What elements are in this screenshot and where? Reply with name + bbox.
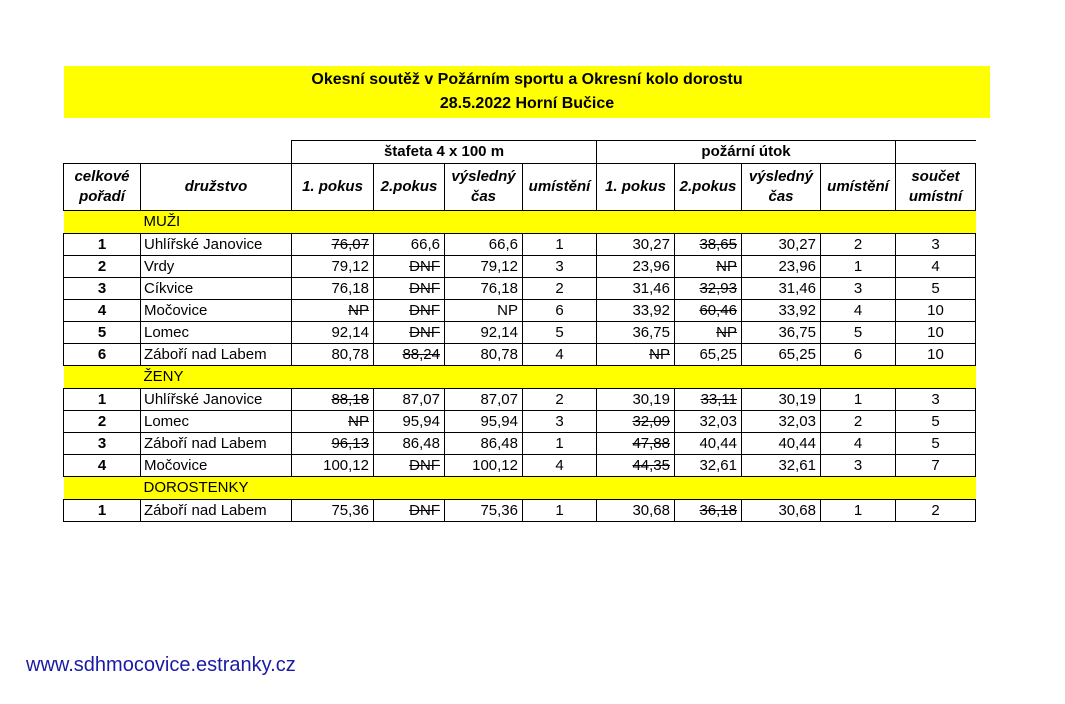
attack-place-cell — [821, 278, 896, 300]
attack-try1-cell — [597, 433, 675, 455]
overall-rank-cell — [64, 344, 141, 366]
section-name-value: DOROSTENKY — [143, 479, 249, 496]
title-line-2: 28.5.2022 Horní Bučice — [439, 95, 615, 112]
relay-place-cell-value: 5 — [555, 324, 564, 341]
attack-try2-cell-value: 65,25 — [699, 346, 737, 363]
attack-try1-cell — [597, 455, 675, 477]
attack-try1-cell-value: 33,92 — [632, 302, 670, 319]
relay-try1-cell — [292, 500, 374, 522]
relay-try1-cell — [292, 322, 374, 344]
attack-place-cell-value: 3 — [853, 280, 863, 297]
overall-rank-cell — [64, 411, 141, 433]
website-link[interactable]: www.sdhmocovice.estranky.cz — [26, 654, 296, 676]
relay-place-cell-value: 4 — [555, 346, 564, 363]
team-name-cell-value: Cíkvice — [144, 280, 194, 297]
relay-result-cell — [445, 344, 523, 366]
team-name-cell-value: Močovice — [144, 457, 208, 474]
attack-result-cell — [742, 256, 821, 278]
relay-try1-cell-value: 92,14 — [331, 324, 369, 341]
overall-rank-cell — [64, 256, 141, 278]
relay-place-cell — [523, 500, 597, 522]
team-name-cell — [141, 278, 292, 300]
attack-result-cell — [742, 389, 821, 411]
table-row — [64, 411, 976, 433]
relay-try1-cell — [292, 234, 374, 256]
col-team: družstvo — [141, 164, 292, 211]
attack-place-cell-value: 5 — [853, 324, 863, 341]
relay-try2-cell — [374, 455, 445, 477]
attack-try1-cell-value: 47,88 — [632, 435, 670, 452]
relay-try2-cell-value: DNF — [409, 258, 440, 275]
relay-try2-cell — [374, 344, 445, 366]
relay-try2-cell — [374, 322, 445, 344]
team-name-cell-value: Lomec — [144, 413, 190, 430]
section-header-row — [64, 477, 976, 500]
relay-place-cell — [523, 455, 597, 477]
attack-try2-cell-value: 32,03 — [699, 413, 737, 430]
relay-try1-cell — [292, 256, 374, 278]
relay-place-cell — [523, 278, 597, 300]
overall-rank-cell — [64, 322, 141, 344]
relay-try2-cell-value: 87,07 — [402, 391, 440, 408]
relay-place-cell-value: 2 — [555, 391, 564, 408]
table-row — [64, 389, 976, 411]
column-header-row — [64, 164, 976, 211]
relay-result-cell-value: 66,6 — [488, 236, 518, 253]
sum-places-cell-value: 5 — [931, 435, 940, 452]
sum-places-cell-value: 10 — [927, 302, 944, 319]
team-name-cell-value: Uhlířské Janovice — [144, 391, 263, 408]
relay-result-cell — [445, 300, 523, 322]
attack-place-cell — [821, 344, 896, 366]
relay-place-cell-value: 6 — [555, 302, 564, 319]
attack-result-cell-value: 32,03 — [778, 413, 816, 430]
sum-places-cell-value: 10 — [927, 324, 944, 341]
attack-result-cell — [742, 455, 821, 477]
attack-place-cell — [821, 322, 896, 344]
sum-places-cell — [896, 389, 976, 411]
team-name-cell-value: Záboří nad Labem — [144, 346, 267, 363]
relay-result-cell-value: 87,07 — [480, 391, 518, 408]
team-name-cell-value: Záboří nad Labem — [144, 502, 267, 519]
overall-rank-cell — [64, 278, 141, 300]
team-name-cell — [141, 256, 292, 278]
relay-result-cell-value: 80,78 — [480, 346, 518, 363]
col-overall-rank: celkové pořadí — [64, 164, 141, 211]
attack-try2-cell — [675, 234, 742, 256]
relay-try2-cell-value: 95,94 — [402, 413, 440, 430]
relay-result-cell — [445, 411, 523, 433]
attack-try2-cell-value: NP — [716, 324, 737, 341]
relay-try2-cell-value: 88,24 — [402, 346, 440, 363]
relay-try2-cell — [374, 300, 445, 322]
table-row — [64, 322, 976, 344]
overall-rank-cell — [64, 500, 141, 522]
section-name — [141, 211, 976, 234]
attack-try2-cell — [675, 411, 742, 433]
attack-place-cell-value: 2 — [853, 236, 863, 253]
section-spacer — [64, 477, 141, 500]
col-attack-result: výsledný čas — [742, 164, 821, 211]
sum-places-cell — [896, 344, 976, 366]
attack-try1-cell-value: 23,96 — [632, 258, 670, 275]
relay-try2-cell-value: DNF — [409, 457, 440, 474]
sum-places-cell — [896, 322, 976, 344]
sum-places-cell-value: 3 — [931, 236, 940, 253]
attack-try1-cell — [597, 344, 675, 366]
attack-try1-cell — [597, 411, 675, 433]
sum-places-cell — [896, 411, 976, 433]
relay-place-cell-value: 1 — [555, 435, 564, 452]
table-row — [64, 500, 976, 522]
relay-place-cell-value: 3 — [555, 258, 564, 275]
overall-rank-cell-value: 5 — [97, 324, 107, 341]
attack-result-cell-value: 30,19 — [778, 391, 816, 408]
sum-places-cell-value: 2 — [931, 502, 940, 519]
relay-place-cell-value: 3 — [555, 413, 564, 430]
relay-result-cell — [445, 234, 523, 256]
team-name-cell-value: Uhlířské Janovice — [144, 236, 263, 253]
col-relay-try1: 1. pokus — [292, 164, 374, 211]
attack-try1-cell — [597, 234, 675, 256]
overall-rank-cell-value: 3 — [97, 435, 107, 452]
table-row — [64, 433, 976, 455]
attack-try1-cell — [597, 278, 675, 300]
sum-places-cell-value: 7 — [931, 457, 940, 474]
section-name-value: ŽENY — [143, 368, 184, 385]
relay-try1-cell — [292, 411, 374, 433]
attack-try2-cell-value: 38,65 — [699, 236, 737, 253]
relay-try1-cell — [292, 344, 374, 366]
relay-try2-cell — [374, 278, 445, 300]
attack-try2-cell — [675, 300, 742, 322]
relay-place-cell — [523, 256, 597, 278]
relay-try2-cell — [374, 234, 445, 256]
sum-places-cell-value: 10 — [927, 346, 944, 363]
attack-try1-cell-value: 36,75 — [632, 324, 670, 341]
relay-try2-cell-value: DNF — [409, 302, 440, 319]
attack-try2-cell-value: 40,44 — [699, 435, 737, 452]
relay-result-cell — [445, 433, 523, 455]
attack-try2-cell-value: 33,11 — [700, 391, 737, 408]
attack-try2-cell — [675, 278, 742, 300]
overall-rank-cell-value: 4 — [97, 457, 107, 474]
team-name-cell — [141, 234, 292, 256]
relay-place-cell-value: 2 — [555, 280, 564, 297]
attack-result-cell-value: 40,44 — [778, 435, 816, 452]
attack-try2-cell-value: 60,46 — [699, 302, 737, 319]
attack-result-cell-value: 31,46 — [778, 280, 816, 297]
col-attack-place: umístění — [821, 164, 896, 211]
overall-rank-cell-value: 1 — [97, 391, 107, 408]
attack-try1-cell-value: 32,09 — [632, 413, 670, 430]
table-row — [64, 455, 976, 477]
relay-try1-cell — [292, 278, 374, 300]
attack-place-cell-value: 4 — [853, 435, 863, 452]
attack-try2-cell — [675, 322, 742, 344]
overall-rank-cell-value: 4 — [97, 302, 107, 319]
section-name-value: MUŽI — [143, 213, 181, 230]
attack-try2-cell — [675, 500, 742, 522]
relay-place-cell — [523, 433, 597, 455]
team-name-cell — [141, 344, 292, 366]
attack-try1-cell — [597, 256, 675, 278]
sum-places-cell-value: 5 — [931, 280, 940, 297]
attack-result-cell — [742, 500, 821, 522]
relay-try1-cell — [292, 300, 374, 322]
relay-group-header: štafeta 4 x 100 m — [292, 141, 597, 164]
table-row — [64, 234, 976, 256]
relay-place-cell-value: 1 — [555, 236, 564, 253]
attack-place-cell — [821, 411, 896, 433]
relay-try2-cell — [374, 433, 445, 455]
relay-try1-cell — [292, 433, 374, 455]
section-header-row — [64, 211, 976, 234]
team-name-cell-value: Vrdy — [144, 258, 175, 275]
overall-rank-cell-value: 3 — [97, 280, 107, 297]
col-relay-place: umístění — [523, 164, 597, 211]
relay-place-cell — [523, 322, 597, 344]
relay-try1-cell-value: 80,78 — [331, 346, 369, 363]
relay-try1-cell-value: 75,36 — [331, 502, 369, 519]
relay-result-cell — [445, 500, 523, 522]
relay-result-cell — [445, 455, 523, 477]
relay-result-cell — [445, 256, 523, 278]
attack-place-cell-value: 1 — [853, 502, 863, 519]
attack-try1-cell-value: 30,27 — [632, 236, 670, 253]
attack-result-cell-value: 30,68 — [778, 502, 816, 519]
attack-place-cell — [821, 455, 896, 477]
attack-place-cell-value: 4 — [853, 302, 863, 319]
relay-result-cell-value: NP — [497, 302, 518, 319]
table-row — [64, 300, 976, 322]
relay-try2-cell — [374, 500, 445, 522]
table-row — [64, 344, 976, 366]
attack-place-cell-value: 2 — [853, 413, 863, 430]
attack-result-cell-value: 23,96 — [778, 258, 816, 275]
attack-result-cell — [742, 433, 821, 455]
relay-result-cell-value: 86,48 — [480, 435, 518, 452]
attack-place-cell — [821, 389, 896, 411]
relay-place-cell — [523, 411, 597, 433]
relay-result-cell-value: 95,94 — [480, 413, 518, 430]
section-spacer — [64, 366, 141, 389]
team-name-cell — [141, 433, 292, 455]
overall-rank-cell — [64, 234, 141, 256]
attack-place-cell — [821, 256, 896, 278]
relay-try1-cell-value: 88,18 — [331, 391, 369, 408]
team-name-cell — [141, 300, 292, 322]
relay-try1-cell-value: NP — [348, 413, 369, 430]
col-attack-try1: 1. pokus — [597, 164, 675, 211]
col-relay-try2: 2.pokus — [374, 164, 445, 211]
relay-try2-cell-value: DNF — [409, 324, 440, 341]
relay-place-cell — [523, 344, 597, 366]
relay-place-cell-value: 1 — [555, 502, 564, 519]
attack-try2-cell — [675, 455, 742, 477]
attack-try2-cell — [675, 344, 742, 366]
overall-rank-cell — [64, 389, 141, 411]
attack-try2-cell-value: 36,18 — [699, 502, 737, 519]
attack-result-cell — [742, 234, 821, 256]
sum-places-cell-value: 5 — [931, 413, 940, 430]
attack-place-cell-value: 3 — [853, 457, 863, 474]
attack-group-header: požární útok — [597, 141, 896, 164]
attack-try1-cell — [597, 300, 675, 322]
attack-place-cell — [821, 500, 896, 522]
attack-result-cell-value: 36,75 — [778, 324, 816, 341]
attack-result-cell — [742, 300, 821, 322]
attack-result-cell-value: 30,27 — [778, 236, 816, 253]
overall-rank-cell-value: 2 — [97, 413, 107, 430]
relay-try1-cell — [292, 455, 374, 477]
relay-result-cell — [445, 278, 523, 300]
relay-result-cell-value: 79,12 — [480, 258, 518, 275]
section-name — [141, 366, 976, 389]
team-name-cell — [141, 411, 292, 433]
sum-places-cell — [896, 433, 976, 455]
team-name-cell-value: Záboří nad Labem — [144, 435, 267, 452]
overall-rank-cell-value: 6 — [97, 346, 107, 363]
team-name-cell — [141, 389, 292, 411]
overall-rank-cell — [64, 433, 141, 455]
relay-result-cell-value: 100,12 — [472, 457, 518, 474]
relay-try1-cell-value: 100,12 — [323, 457, 369, 474]
relay-try1-cell-value: 76,18 — [331, 280, 369, 297]
attack-try2-cell — [675, 433, 742, 455]
relay-place-cell — [523, 389, 597, 411]
sum-places-cell — [896, 256, 976, 278]
relay-try1-cell — [292, 389, 374, 411]
relay-result-cell — [445, 389, 523, 411]
relay-try2-cell — [374, 256, 445, 278]
relay-result-cell-value: 92,14 — [480, 324, 518, 341]
table-row — [64, 256, 976, 278]
overall-rank-cell — [64, 455, 141, 477]
attack-result-cell-value: 32,61 — [778, 457, 816, 474]
team-name-cell-value: Lomec — [144, 324, 190, 341]
relay-result-cell-value: 76,18 — [480, 280, 518, 297]
attack-try1-cell — [597, 389, 675, 411]
relay-try2-cell — [374, 411, 445, 433]
attack-try1-cell-value: NP — [649, 346, 670, 363]
attack-try1-cell-value: 31,46 — [632, 280, 670, 297]
section-header-row — [64, 366, 976, 389]
sum-places-cell-value: 4 — [931, 258, 940, 275]
attack-try2-cell-value: 32,93 — [699, 280, 737, 297]
sum-places-cell — [896, 300, 976, 322]
attack-try2-cell — [675, 256, 742, 278]
attack-place-cell-value: 1 — [853, 391, 863, 408]
attack-try2-cell-value: NP — [716, 258, 737, 275]
team-name-cell — [141, 455, 292, 477]
group-header-row — [64, 141, 976, 164]
relay-result-cell — [445, 322, 523, 344]
results-table — [63, 140, 976, 522]
attack-result-cell — [742, 411, 821, 433]
team-name-cell — [141, 322, 292, 344]
relay-try2-cell — [374, 389, 445, 411]
attack-result-cell — [742, 344, 821, 366]
table-row — [64, 278, 976, 300]
sum-places-cell — [896, 455, 976, 477]
overall-rank-cell-value: 1 — [97, 502, 107, 519]
attack-try2-cell — [675, 389, 742, 411]
relay-place-cell — [523, 234, 597, 256]
attack-try1-cell — [597, 322, 675, 344]
title-banner — [64, 66, 990, 118]
attack-place-cell-value: 1 — [853, 258, 863, 275]
title-line-1: Okesní soutěž v Požárním sportu a Okresní kolo dorostu — [311, 71, 743, 88]
relay-try1-cell-value: NP — [348, 302, 369, 319]
attack-try2-cell-value: 32,61 — [699, 457, 737, 474]
relay-result-cell-value: 75,36 — [480, 502, 518, 519]
attack-result-cell — [742, 278, 821, 300]
attack-place-cell — [821, 234, 896, 256]
team-name-cell — [141, 500, 292, 522]
relay-try2-cell-value: DNF — [409, 502, 440, 519]
col-attack-try2: 2.pokus — [675, 164, 742, 211]
attack-try1-cell — [597, 500, 675, 522]
attack-place-cell — [821, 433, 896, 455]
col-relay-result: výsledný čas — [445, 164, 523, 211]
team-name-cell-value: Močovice — [144, 302, 208, 319]
relay-try1-cell-value: 96,13 — [331, 435, 369, 452]
overall-rank-cell-value: 2 — [97, 258, 107, 275]
attack-result-cell-value: 33,92 — [778, 302, 816, 319]
relay-try2-cell-value: 86,48 — [402, 435, 440, 452]
sum-places-cell-value: 3 — [931, 391, 940, 408]
attack-try1-cell-value: 30,68 — [632, 502, 670, 519]
attack-try1-cell-value: 30,19 — [632, 391, 670, 408]
relay-try1-cell-value: 76,07 — [331, 236, 369, 253]
relay-try2-cell-value: DNF — [409, 280, 440, 297]
attack-result-cell-value: 65,25 — [778, 346, 816, 363]
section-spacer — [64, 211, 141, 234]
relay-try2-cell-value: 66,6 — [410, 236, 440, 253]
relay-try1-cell-value: 79,12 — [331, 258, 369, 275]
sum-places-cell — [896, 278, 976, 300]
attack-place-cell — [821, 300, 896, 322]
attack-result-cell — [742, 322, 821, 344]
relay-place-cell-value: 4 — [555, 457, 564, 474]
overall-rank-cell — [64, 300, 141, 322]
col-sum: součet umístní — [896, 164, 976, 211]
relay-place-cell — [523, 300, 597, 322]
sum-places-cell — [896, 500, 976, 522]
sum-places-cell — [896, 234, 976, 256]
attack-try1-cell-value: 44,35 — [632, 457, 670, 474]
attack-place-cell-value: 6 — [853, 346, 863, 363]
overall-rank-cell-value: 1 — [97, 236, 107, 253]
section-name — [141, 477, 976, 500]
